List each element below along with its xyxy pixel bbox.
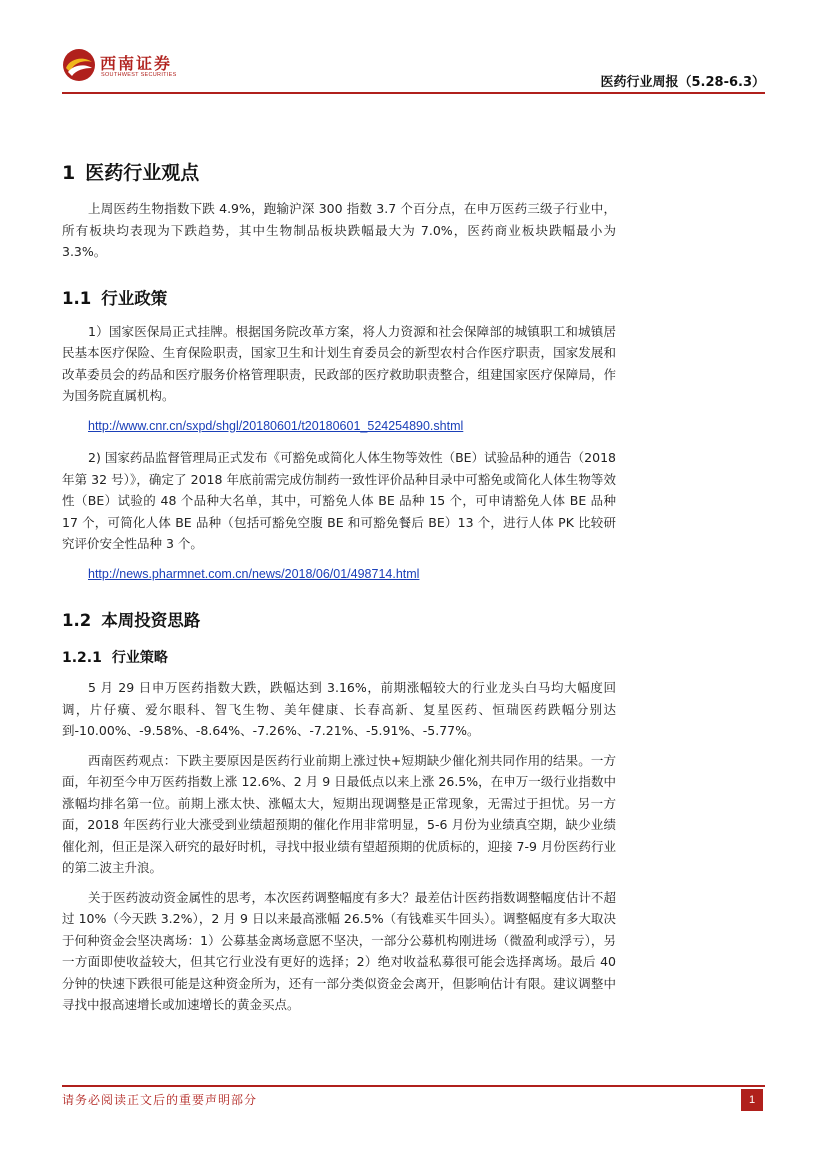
section-1-2-heading (62, 607, 616, 631)
paragraph: 西南医药观点：下跌主要原因是医药行业前期上涨过快+短期缺少催化剂共同作用的结果。一方面，年初至今申万医药指数上涨 12.6%、2 月 9 日最低点以来上涨 26.5%，在申万一级行业指数中涨幅均排名第一位。前期上涨太快、涨幅太大，短期出现调整是正常现象，无需过于担忧。另一方面，2018 年医药行业大涨受到业绩超预期的催化作用非常明显，5-6 月份为业绩真空期，缺少业绩催化剂，但正是深入研究的最好时机，寻找中报业绩有望超预期的优质标的，迎接 7-9 月份医药行业的第二波主升浪。 (62, 752, 616, 875)
paragraph: 1）国家医保局正式挂牌。根据国务院改革方案，将人力资源和社会保障部的城镇职工和城镇居民基本医疗保险、生育保险职责，国家卫生和计划生育委员会的新型农村合作医疗职责，国家发展和改革委员会的药品和医疗服务价格管理职责，民政部的医疗救助职责整合，组建国家医疗保障局，作为国务院直属机构。 (62, 323, 616, 403)
section-title: 医药行业观点 (85, 162, 200, 184)
section-1-2-1-heading (62, 647, 616, 667)
section-number: 1.2 (62, 611, 92, 630)
section-number: 1 (62, 162, 76, 184)
page-number: 1 (741, 1089, 763, 1111)
section-title: 行业策略 (111, 650, 168, 666)
link-paragraph (62, 415, 616, 438)
section-number: 1.1 (62, 288, 92, 308)
header-divider (62, 92, 765, 94)
paragraph: 关于医药波动资金属性的思考，本次医药调整幅度有多大？最差估计医药指数调整幅度估计不超过 10%（今天跌 3.2%），2 月 9 日以来最高涨幅 26.5%（有钱难买牛回头）。调整幅度有多大取决于何种资金会坚决离场：1）公募基金离场意愿不坚决，一部分公募机构刚进场（微盈利或浮亏），另一方面即使收益较大，但其它行业没有更好的选择；2）绝对收益私募很可能会选择离场。最后 40 分钟的快速下跌很可能是这种资金所为，还有一部分类似资金会离开，但影响估计有限。建议调整中寻找中报高速增长或加速增长的黄金买点。 (62, 889, 616, 1012)
logo-chinese-name: 西南证券 (100, 54, 173, 73)
section-title: 行业政策 (101, 288, 168, 308)
section-1-heading (62, 158, 616, 185)
footer-divider (62, 1085, 765, 1087)
link-paragraph (62, 563, 616, 586)
source-link-pharmnet[interactable]: http://news.pharmnet.com.cn/news/2018/06/01/498714.html (88, 566, 420, 581)
report-title: 医药行业周报（5.28-6.3） (600, 75, 765, 90)
company-logo-icon (62, 48, 96, 82)
section-number: 1.2.1 (62, 650, 102, 666)
paragraph: 上周医药生物指数下跌 4.9%，跑输沪深 300 指数 3.7 个百分点，在申万医药三级子行业中，所有板块均表现为下跌趋势，其中生物制品板块跌幅最大为 7.0%，医药商业板块跌幅最小为 3.3%。 (62, 201, 616, 259)
section-1-1-heading (62, 285, 616, 309)
report-body (62, 158, 616, 1024)
paragraph: 2) 国家药品监督管理局正式发布《可豁免或简化人体生物等效性（BE）试验品种的通告（2018 年第 32 号）》，确定了 2018 年底前需完成仿制药一致性评价品种目录中可豁免或简化人体生物等效性（BE）试验的 48 个品种大名单，其中，可豁免人体 BE 品种 15 个，可申请豁免人体 BE 品种 17 个，可简化人体 BE 品种（包括可豁免空腹 BE 和可豁免餐后 BE）13 个，进行人体 PK 比较研究评价安全性品种 3 个。 (62, 450, 616, 551)
paragraph: 5 月 29 日申万医药指数大跌，跌幅达到 3.16%，前期涨幅较大的行业龙头白马均大幅度回调，片仔癀、爱尔眼科、智飞生物、美年健康、长春高新、复星医药、恒瑞医药跌幅分别达到-10.00%、-9.58%、-8.64%、-7.26%、-7.21%、-5.91%、-5.77%。 (62, 680, 616, 738)
logo-english-name: SOUTHWEST SECURITIES (101, 72, 177, 78)
footer-disclaimer: 请务必阅读正文后的重要声明部分 (62, 1093, 258, 1107)
section-title: 本周投资思路 (101, 611, 201, 630)
source-link-cnr[interactable]: http://www.cnr.cn/sxpd/shgl/20180601/t20180601_524254890.shtml (88, 418, 464, 433)
